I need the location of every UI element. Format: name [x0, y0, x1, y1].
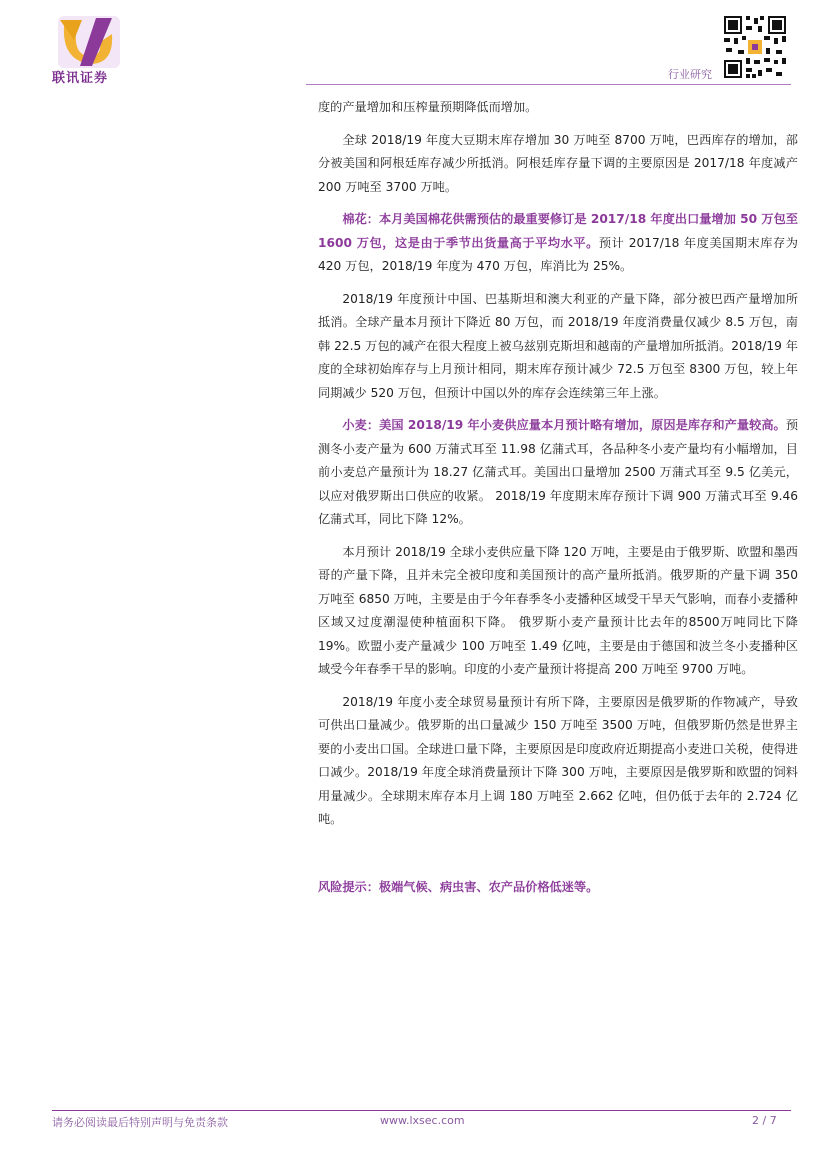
cotton-heading: 棉花：本月美国棉花供需预估的最重要修订是 2017/18 年度出口量增加 50 万包至 1600 万包，这是由于季节出货量高于平均水平。	[318, 212, 798, 250]
footer-divider	[52, 1110, 791, 1111]
paragraph-soybean-cont: 度的产量增加和压榨量预期降低而增加。	[318, 100, 538, 114]
wheat-text: 预测冬小麦产量为 600 万蒲式耳至 11.98 亿蒲式耳，各品种冬小麦产量均有小幅增加，目前小麦总产量预计为 18.27 亿蒲式耳。美国出口量增加 2500 万蒲式耳至 9.5 亿美元，以应对俄罗斯出口供应的收紧。 2018/19 年度期末库存预计下调 900 万蒲式耳至 9.46 亿蒲式耳，同比下降 12%。	[318, 418, 798, 526]
company-name: 联讯证券	[52, 71, 109, 86]
footer-disclaimer: 请务必阅读最后特别声明与免责条款	[52, 1116, 228, 1129]
paragraph-soybean-stock: 全球 2018/19 年度大豆期末库存增加 30 万吨至 8700 万吨，巴西库存的增加，部分被美国和阿根廷库存减少所抵消。阿根廷库存量下调的主要原因是 2017/18 年度减产 200 万吨至 3700 万吨。	[318, 132, 798, 194]
risk-warning: 风险提示：极端气候、病虫害、农产品价格低迷等。	[318, 880, 599, 894]
page-number: 2 / 7	[752, 1114, 777, 1127]
cotton-text: 预计 2017/18 年度美国期末库存为 420 万包，2018/19 年度为 470 万包，库消比为 25%。	[318, 235, 798, 273]
paragraph-wheat-trade: 2018/19 年度小麦全球贸易量预计有所下降，主要原因是俄罗斯的作物减产，导致可供出口量减少。俄罗斯的出口量减少 150 万吨至 3500 万吨，但俄罗斯仍然是世界主要的小麦出口国。全球进口量下降，主要原因是印度政府近期提高小麦进口关税，使得进口减少。2018/19 年度全球消费量预计下降 300 万吨，主要原因是俄罗斯和欧盟的饲料用量减少。全球期末库存本月上调 180 万吨至 2.662 亿吨，但仍低于去年的 2.724 亿吨。	[318, 694, 798, 826]
section-label: 行业研究	[668, 68, 712, 81]
paragraph-wheat	[318, 414, 798, 532]
paragraph-cotton	[318, 208, 798, 279]
paragraph-wheat-supply: 本月预计 2018/19 全球小麦供应量下降 120 万吨，主要是由于俄罗斯、欧盟和墨西哥的产量下降，且并未完全被印度和美国预计的高产量所抵消。俄罗斯的产量下调 350 万吨至 6850 万吨，主要是由于今年春季冬小麦播种区域受干旱天气影响，而春小麦播种区域又过度潮湿使种植面积下降。 俄罗斯小麦产量预计比去年的8500万吨同比下降19%。欧盟小麦产量减少 100 万吨至 1.49 亿吨，主要是由于德国和波兰冬小麦播种区域受今年春季干旱的影响。印度的小麦产量预计将提高 200 万吨至 9700 万吨。	[318, 544, 798, 676]
qr-code-icon	[722, 14, 788, 80]
paragraph-cotton-global: 2018/19 年度预计中国、巴基斯坦和澳大利亚的产量下降，部分被巴西产量增加所抵消。全球产量本月预计下降近 80 万包，而 2018/19 年度消费量仅减少 8.5 万包，南韩 22.5 万包的减产在很大程度上被乌兹别克斯坦和越南的产量增加所抵消。2018/19 年度的全球初始库存与上月预计相同，期末库存预计减少 72.5 万包至 8300 万包，较上年同期减少 520 万包，但预计中国以外的库存会连续第三年上涨。	[318, 291, 798, 400]
footer-website-link[interactable]: www.lxsec.com	[380, 1114, 465, 1127]
report-body	[318, 96, 798, 841]
header-divider	[306, 84, 791, 85]
wheat-heading: 小麦：美国 2018/19 年小麦供应量本月预计略有增加，原因是库存和产量较高。	[342, 418, 786, 432]
